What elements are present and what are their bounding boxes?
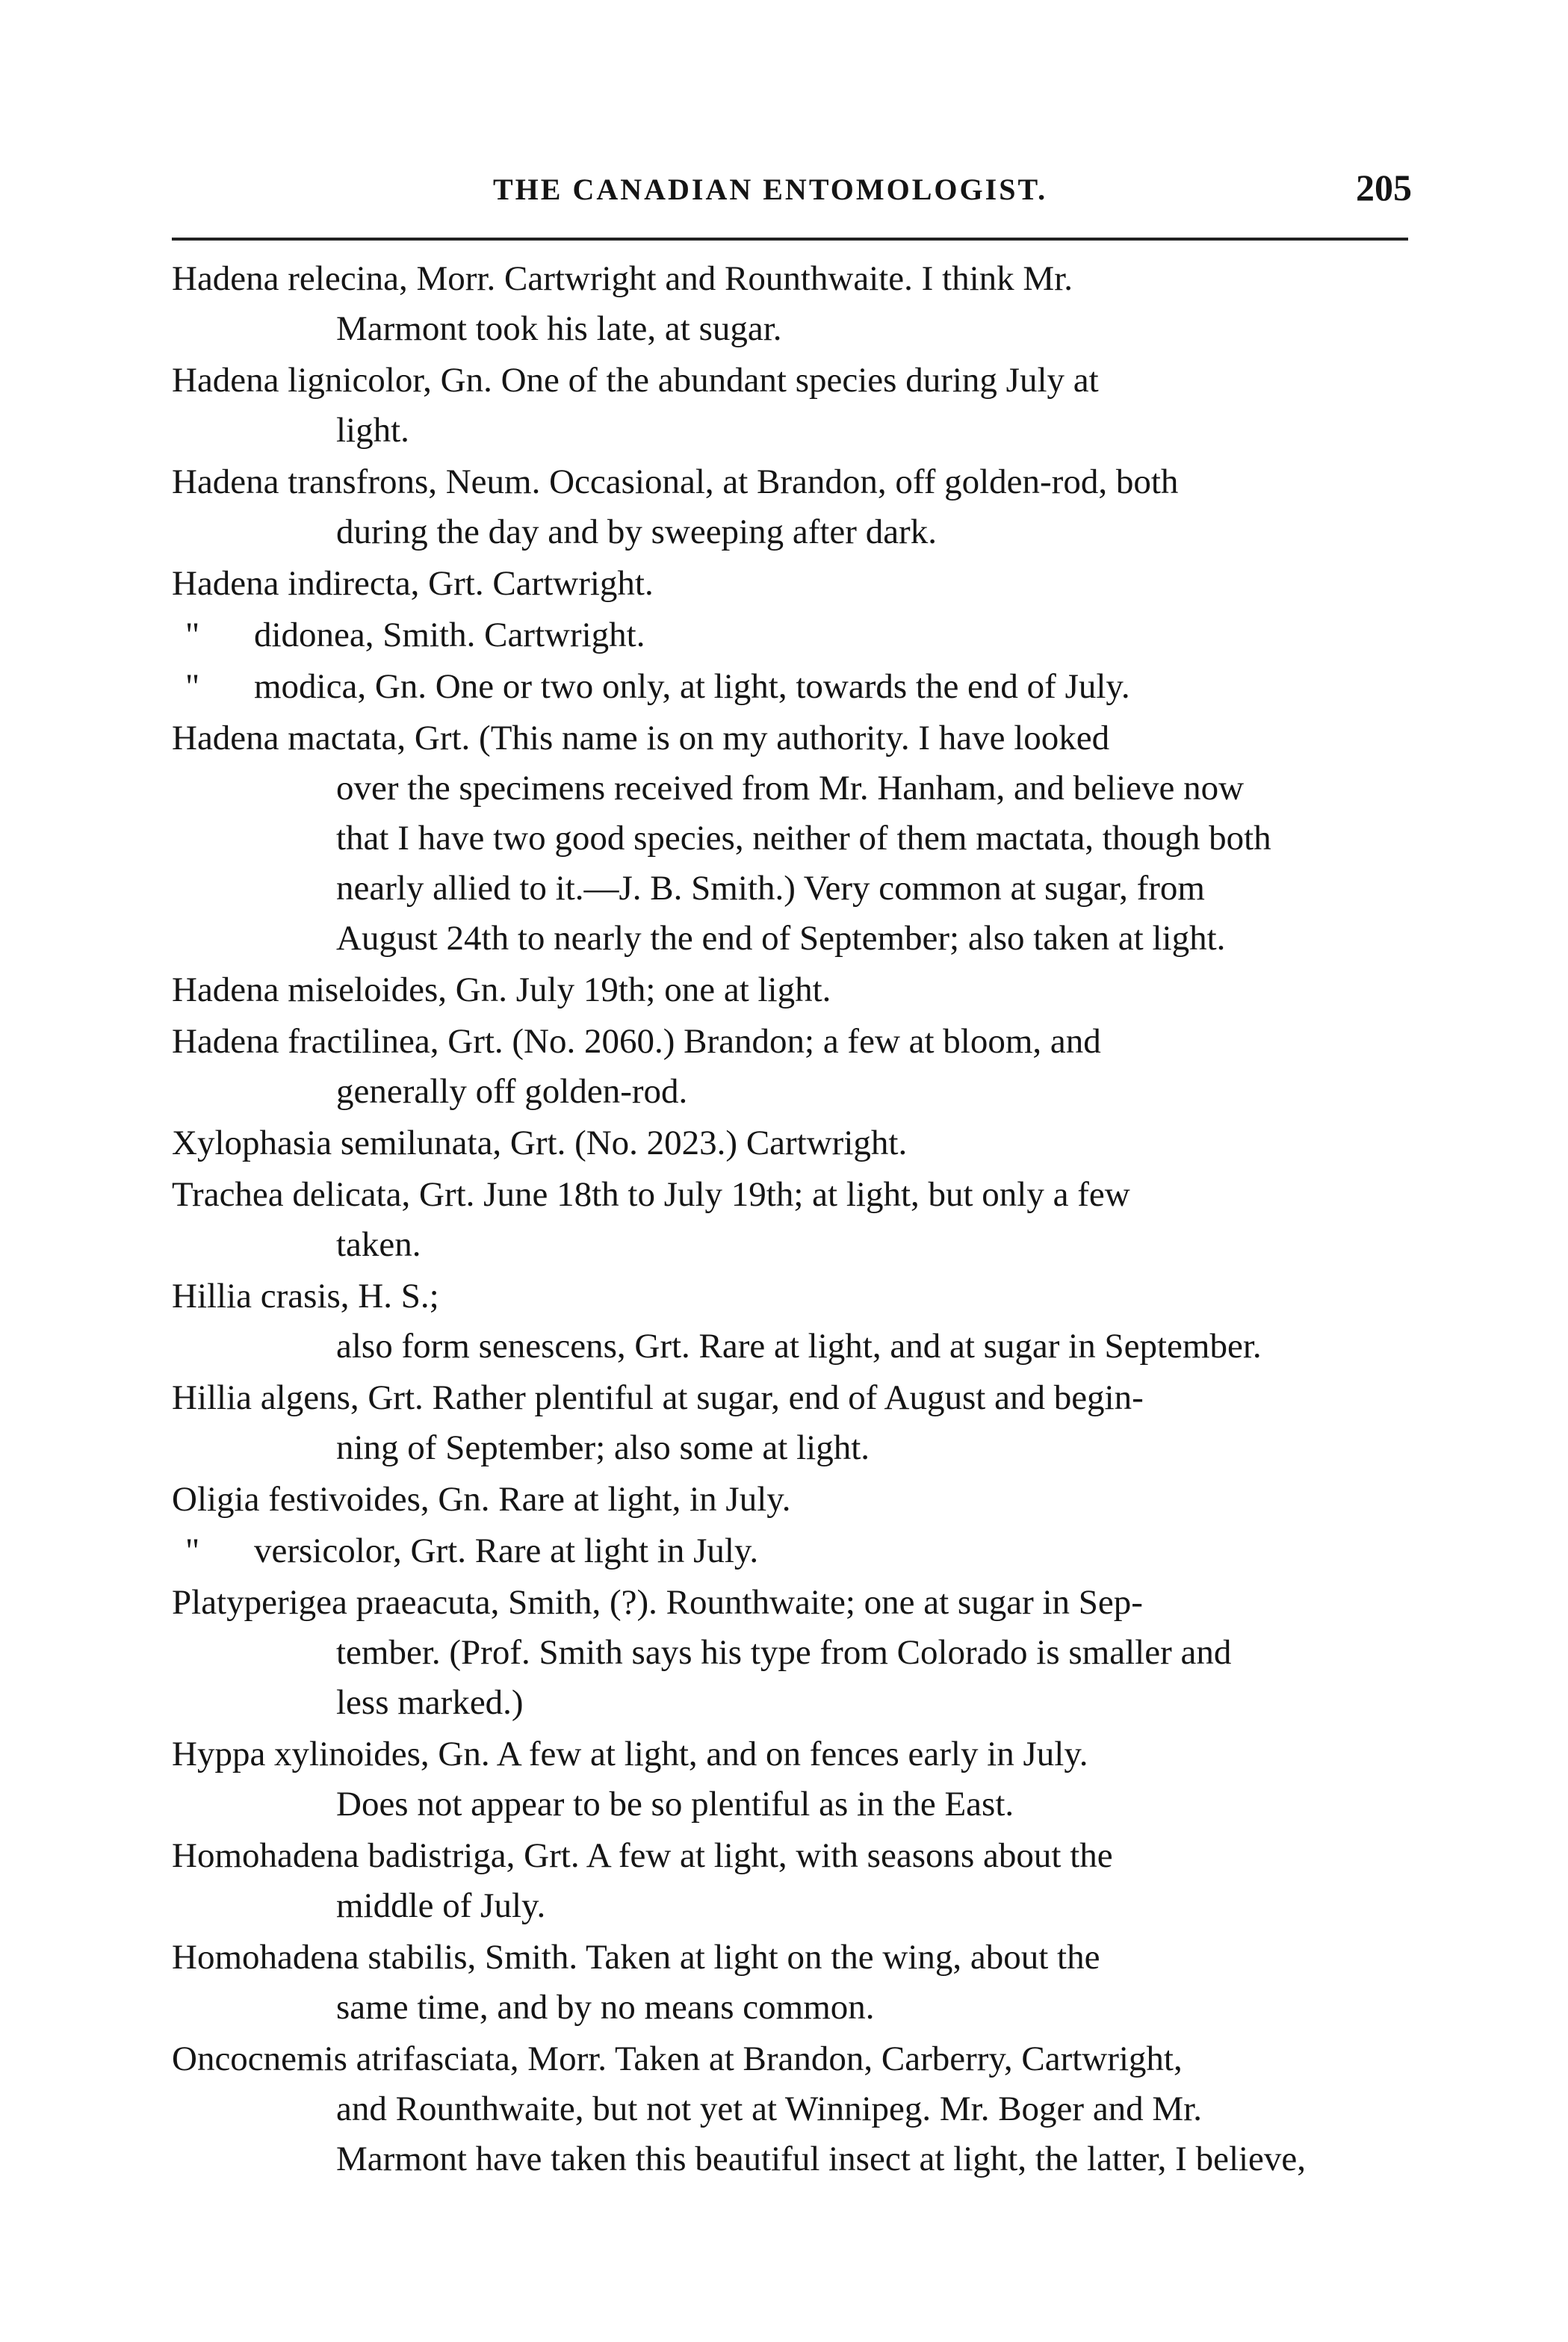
species-entry bbox=[172, 1118, 1412, 1168]
entry-first-line: Hadena relecina, Morr. Cartwright and Rounthwaite. I think Mr. bbox=[172, 259, 1073, 298]
species-entry bbox=[172, 1271, 1412, 1372]
species-entry bbox=[172, 457, 1412, 557]
entry-continuation-line: tember. (Prof. Smith says his type from Colorado is smaller and bbox=[336, 1633, 1232, 1672]
species-entry bbox=[172, 1475, 1412, 1525]
species-entry bbox=[172, 559, 1412, 609]
entry-first-line bbox=[172, 662, 1412, 712]
entry-continuation-line: Does not appear to be so plentiful as in the East. bbox=[336, 1785, 1014, 1824]
entry-first-line bbox=[172, 610, 1412, 660]
species-entry bbox=[172, 1578, 1412, 1728]
entry-first-line: Oncocnemis atrifasciata, Morr. Taken at Brandon, Carberry, Cartwright, bbox=[172, 2039, 1183, 2078]
entry-continuation-line: and Rounthwaite, but not yet at Winnipeg. Mr. Boger and Mr. bbox=[336, 2089, 1203, 2128]
entry-text: didonea, Smith. Cartwright. bbox=[254, 616, 645, 654]
running-title: THE CANADIAN ENTOMOLOGIST. bbox=[493, 173, 1048, 206]
entry-first-line: Hillia crasis, H. S.; bbox=[172, 1277, 439, 1316]
species-entry bbox=[172, 1526, 1412, 1576]
species-entry bbox=[172, 1017, 1412, 1117]
page-number: 205 bbox=[1356, 167, 1412, 208]
entry-first-line bbox=[172, 1526, 1412, 1576]
entry-continuation-line: during the day and by sweeping after dark. bbox=[336, 512, 937, 551]
species-entry bbox=[172, 713, 1412, 964]
entry-first-line: Oligia festivoides, Gn. Rare at light, in July. bbox=[172, 1480, 791, 1519]
entry-first-line: Trachea delicata, Grt. June 18th to July 19th; at light, but only a few bbox=[172, 1175, 1130, 1214]
entry-first-line: Hyppa xylinoides, Gn. A few at light, and on fences early in July. bbox=[172, 1735, 1088, 1773]
entry-continuation-line: taken. bbox=[336, 1225, 421, 1264]
entry-continuation-line: generally off golden-rod. bbox=[336, 1072, 688, 1111]
entry-first-line: Hadena fractilinea, Grt. (No. 2060.) Brandon; a few at bloom, and bbox=[172, 1022, 1101, 1061]
entry-first-line: Homohadena badistriga, Grt. A few at light, with seasons about the bbox=[172, 1836, 1113, 1875]
entry-first-line: Hadena transfrons, Neum. Occasional, at Brandon, off golden-rod, both bbox=[172, 462, 1179, 501]
entry-text: modica, Gn. One or two only, at light, towards the end of July. bbox=[254, 667, 1130, 706]
entry-first-line: Homohadena stabilis, Smith. Taken at light on the wing, about the bbox=[172, 1938, 1100, 1977]
entry-first-line: Hadena mactata, Grt. (This name is on my authority. I have looked bbox=[172, 719, 1110, 758]
entry-continuation-line: light. bbox=[336, 411, 409, 450]
entry-continuation-line: same time, and by no means common. bbox=[336, 1988, 875, 2027]
entry-continuation-line: middle of July. bbox=[336, 1886, 546, 1925]
entry-continuation-line: also form senescens, Grt. Rare at light, and at sugar in September. bbox=[336, 1327, 1262, 1366]
species-entry bbox=[172, 965, 1412, 1015]
entry-continuation-line: less marked.) bbox=[336, 1683, 524, 1722]
entry-continuation-line: ning of September; also some at light. bbox=[336, 1428, 870, 1467]
species-entry bbox=[172, 662, 1412, 712]
species-entry bbox=[172, 1170, 1412, 1270]
entry-continuation-line: August 24th to nearly the end of September; also taken at light. bbox=[336, 919, 1226, 958]
entry-continuation-line: nearly allied to it.—J. B. Smith.) Very common at sugar, from bbox=[336, 869, 1205, 908]
species-entry bbox=[172, 610, 1412, 660]
entry-first-line: Hadena indirecta, Grt. Cartwright. bbox=[172, 564, 654, 603]
species-list bbox=[172, 254, 1412, 2186]
header-rule bbox=[172, 238, 1408, 241]
entry-first-line: Platyperigea praeacuta, Smith, (?). Rounthwaite; one at sugar in Sep- bbox=[172, 1583, 1143, 1622]
entry-continuation-line: over the specimens received from Mr. Hanham, and believe now bbox=[336, 769, 1245, 808]
page-header bbox=[172, 166, 1412, 218]
entry-first-line: Hadena lignicolor, Gn. One of the abundant species during July at bbox=[172, 361, 1099, 400]
ditto-mark: " bbox=[185, 1531, 200, 1570]
species-entry bbox=[172, 2034, 1412, 2184]
species-entry bbox=[172, 254, 1412, 354]
species-entry bbox=[172, 1831, 1412, 1931]
entry-first-line: Xylophasia semilunata, Grt. (No. 2023.) Cartwright. bbox=[172, 1124, 908, 1162]
entry-continuation-line: Marmont have taken this beautiful insect at light, the latter, I believe, bbox=[336, 2140, 1307, 2178]
ditto-mark: " bbox=[185, 667, 200, 706]
entry-first-line: Hillia algens, Grt. Rather plentiful at sugar, end of August and begin- bbox=[172, 1378, 1144, 1417]
species-entry bbox=[172, 1729, 1412, 1830]
ditto-mark: " bbox=[185, 616, 200, 654]
species-entry bbox=[172, 1373, 1412, 1473]
species-entry bbox=[172, 1933, 1412, 2033]
entry-continuation-line: Marmont took his late, at sugar. bbox=[336, 309, 782, 348]
species-entry bbox=[172, 356, 1412, 456]
entry-text: versicolor, Grt. Rare at light in July. bbox=[254, 1531, 759, 1570]
entry-continuation-line: that I have two good species, neither of them mactata, though both bbox=[336, 819, 1271, 858]
entry-first-line: Hadena miseloides, Gn. July 19th; one at light. bbox=[172, 970, 831, 1009]
